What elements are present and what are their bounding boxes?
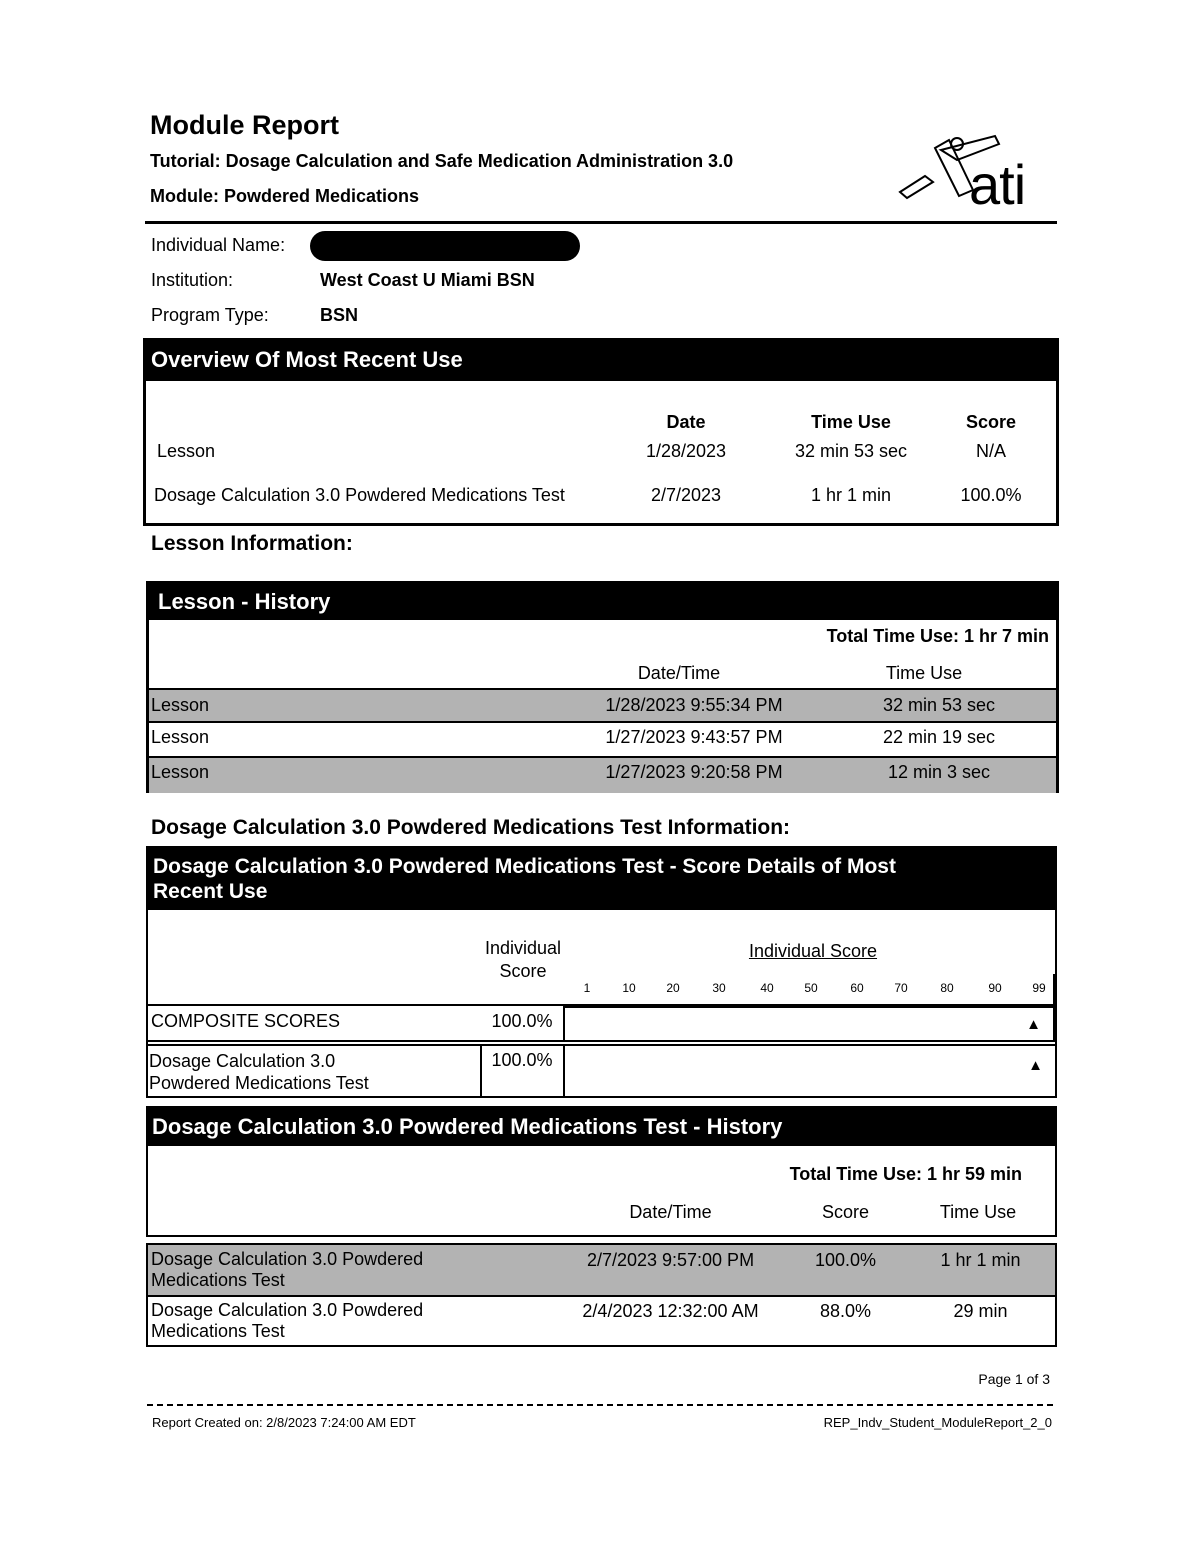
test-score-label-line1: Dosage Calculation 3.0: [149, 1051, 336, 1071]
score-bar-track: [563, 1006, 1055, 1042]
table-row: [148, 1297, 1055, 1345]
table-row: [148, 1245, 1055, 1297]
scale-tick: 99: [1032, 981, 1046, 995]
overview-col-time: Time Use: [811, 412, 891, 432]
score-details-title-line1: Dosage Calculation 3.0 Powdered Medications Test - Score Details of Most: [153, 855, 896, 878]
institution-value: West Coast U Miami BSN: [320, 270, 535, 290]
overview-row-score: 100.0%: [960, 485, 1022, 505]
institution-label: Institution:: [151, 270, 234, 290]
overview-col-date: Date: [666, 412, 706, 432]
lesson-row-name: Lesson: [151, 727, 210, 747]
scale-tick: 20: [666, 981, 680, 995]
lesson-row-datetime: 1/27/2023 9:20:58 PM: [605, 762, 783, 782]
test-history-title: Dosage Calculation 3.0 Powdered Medications Test - History: [148, 1108, 1055, 1146]
lesson-row-time: 12 min 3 sec: [887, 762, 991, 782]
overview-row-date: 2/7/2023: [650, 485, 722, 505]
page-title: Module Report: [150, 110, 339, 140]
scale-tick: 70: [894, 981, 908, 995]
scale-tick: 30: [712, 981, 726, 995]
test-history-name-line2: Medications Test: [151, 1270, 285, 1290]
individual-score-scale-label: Individual Score: [748, 941, 878, 961]
overview-row-name: Dosage Calculation 3.0 Powdered Medications Test: [154, 485, 565, 505]
test-total-time: Total Time Use: 1 hr 59 min: [789, 1164, 1022, 1184]
col-individual-score: [468, 937, 578, 983]
overview-title: Overview Of Most Recent Use: [146, 341, 1056, 381]
test-history-name-line1: Dosage Calculation 3.0 Powdered: [151, 1300, 424, 1320]
lesson-total-time: Total Time Use: 1 hr 7 min: [826, 626, 1049, 646]
redacted-name: [310, 231, 580, 261]
ati-logo: [895, 130, 1045, 220]
test-history-datetime: 2/4/2023 12:32:00 AM: [582, 1301, 759, 1321]
test-col-datetime: Date/Time: [629, 1202, 712, 1222]
lesson-row-datetime: 1/27/2023 9:43:57 PM: [605, 727, 783, 747]
scale-tick: 60: [850, 981, 864, 995]
report-id: REP_Indv_Student_ModuleReport_2_0: [823, 1415, 1052, 1430]
table-row: [149, 723, 1056, 758]
test-info-heading: Dosage Calculation 3.0 Powdered Medications Test Information:: [151, 816, 791, 839]
test-col-score: Score: [821, 1202, 870, 1222]
overview-row-time: 1 hr 1 min: [810, 485, 892, 505]
report-created: Report Created on: 2/8/2023 7:24:00 AM EDT: [152, 1415, 416, 1430]
test-history-datetime: 2/7/2023 9:57:00 PM: [586, 1250, 755, 1270]
program-value: BSN: [320, 305, 359, 325]
scale-tick: 90: [988, 981, 1002, 995]
col-individual-score-line1: Individual: [484, 938, 562, 958]
score-marker-icon: ▲: [1028, 1057, 1043, 1074]
test-score-label-line2: Powdered Medications Test: [149, 1073, 369, 1093]
scale-tick: 1: [583, 981, 591, 995]
composite-scores-label: COMPOSITE SCORES: [151, 1011, 341, 1031]
test-history-name-line1: Dosage Calculation 3.0 Powdered: [151, 1249, 424, 1269]
overview-panel: [143, 338, 1059, 526]
lesson-row-datetime: 1/28/2023 9:55:34 PM: [605, 695, 783, 715]
score-marker-icon: ▲: [1026, 1016, 1041, 1033]
lesson-history-title: Lesson - History: [149, 584, 1056, 620]
overview-row-name: Lesson: [157, 441, 216, 461]
name-label: Individual Name:: [151, 235, 286, 255]
test-history-name: [151, 1300, 423, 1342]
test-history-name: [151, 1249, 423, 1291]
score-bar-track: [563, 1044, 1055, 1098]
scale-tick: 50: [804, 981, 818, 995]
test-history-table: [146, 1243, 1057, 1347]
overview-row-score: N/A: [975, 441, 1006, 461]
lesson-row-name: Lesson: [151, 762, 210, 782]
col-individual-score-line2: Score: [499, 961, 547, 981]
overview-row-date: 1/28/2023: [645, 441, 727, 461]
lesson-history-panel: [146, 581, 1059, 793]
lesson-row-time: 32 min 53 sec: [882, 695, 996, 715]
lesson-row-time: 22 min 19 sec: [882, 727, 996, 747]
score-details-title-line2: Recent Use: [153, 880, 268, 903]
header-rule: [145, 221, 1057, 224]
test-history-time: 29 min: [953, 1301, 1008, 1321]
score-details-title: [148, 848, 1055, 910]
test-history-score: 100.0%: [814, 1250, 877, 1270]
test-col-time: Time Use: [939, 1202, 1017, 1222]
module-title: Module: Powdered Medications: [150, 186, 420, 206]
scale-tick: 80: [940, 981, 954, 995]
logo-text: ati: [969, 153, 1026, 216]
lesson-col-datetime: Date/Time: [637, 663, 721, 683]
overview-col-score: Score: [965, 412, 1017, 432]
lesson-col-time: Time Use: [885, 663, 963, 683]
lesson-row-name: Lesson: [151, 695, 210, 715]
overview-row-time: 32 min 53 sec: [794, 441, 908, 461]
tutorial-title: Tutorial: Dosage Calculation and Safe Medication Administration 3.0: [150, 151, 734, 171]
test-score-value: 100.0%: [491, 1050, 553, 1070]
program-label: Program Type:: [151, 305, 269, 325]
table-row: [149, 688, 1056, 723]
test-score-label: [149, 1050, 369, 1094]
footer-dashed-rule: [147, 1404, 1053, 1406]
test-history-name-line2: Medications Test: [151, 1321, 285, 1341]
lesson-info-heading: Lesson Information:: [151, 532, 353, 555]
test-history-panel: [146, 1106, 1057, 1237]
composite-score-value: 100.0%: [491, 1011, 553, 1031]
scale-tick: 10: [622, 981, 636, 995]
test-history-score: 88.0%: [819, 1301, 872, 1321]
scale-tick: 40: [760, 981, 774, 995]
page-number: Page 1 of 3: [978, 1371, 1050, 1387]
table-row: [149, 758, 1056, 793]
test-history-time: 1 hr 1 min: [940, 1250, 1021, 1270]
divider: [146, 1040, 1057, 1042]
